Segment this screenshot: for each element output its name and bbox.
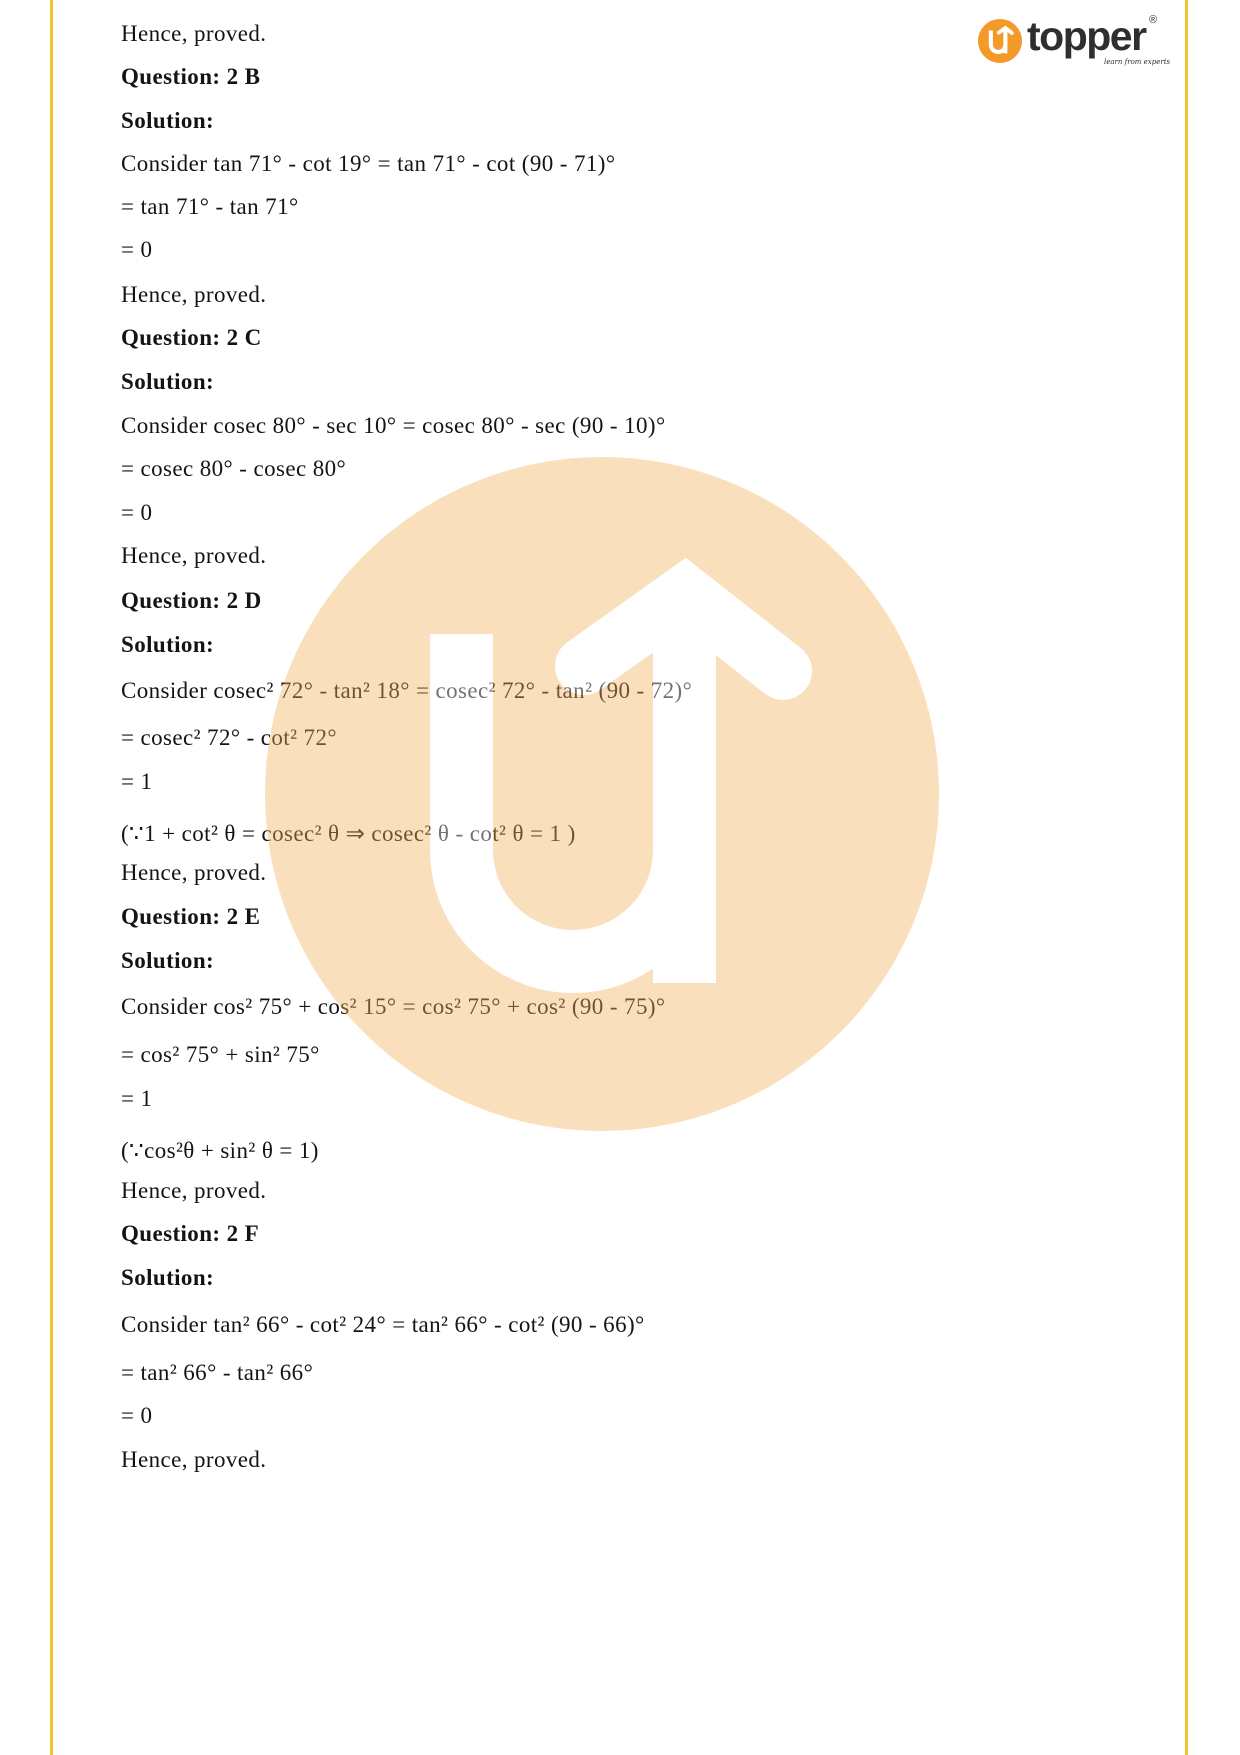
question-title: Question: 2 C xyxy=(121,325,262,350)
logo-wordmark: topper xyxy=(1027,13,1146,59)
conclusion-text: Hence, proved. xyxy=(121,543,267,568)
step-line: = tan² 66° - tan² 66° xyxy=(121,1360,314,1385)
step-line: = cosec² 72° - cot² 72° xyxy=(121,725,337,750)
step-line: = 0 xyxy=(121,1403,153,1428)
step-line: = 0 xyxy=(121,500,153,525)
step-line: = cos² 75° + sin² 75° xyxy=(121,1042,320,1067)
conclusion-text: Hence, proved. xyxy=(121,860,267,885)
solution-label: Solution: xyxy=(121,632,215,657)
solution-label: Solution: xyxy=(121,948,215,973)
step-line: = 1 xyxy=(121,1086,153,1111)
conclusion-text: Hence, proved. xyxy=(121,1447,267,1472)
conclusion-text: Hence, proved. xyxy=(121,282,267,307)
identity-note: (∵cos²θ + sin² θ = 1) xyxy=(121,1138,319,1163)
right-border-line xyxy=(1185,0,1188,1755)
step-line: Consider cosec² 72° - tan² 18° = cosec² 72° - tan² (90 - 72)° xyxy=(121,678,693,703)
step-line: Consider cos² 75° + cos² 15° = cos² 75° + cos² (90 - 75)° xyxy=(121,994,666,1019)
left-border-line xyxy=(50,0,53,1755)
solution-label: Solution: xyxy=(121,369,215,394)
question-title: Question: 2 B xyxy=(121,64,261,89)
step-line: Consider tan 71° - cot 19° = tan 71° - cot (90 - 71)° xyxy=(121,151,616,176)
question-title: Question: 2 F xyxy=(121,1221,260,1246)
question-title: Question: 2 D xyxy=(121,588,262,613)
conclusion-text: Hence, proved. xyxy=(121,1178,267,1203)
identity-note: (∵1 + cot² θ = cosec² θ ⇒ cosec² θ - cot² θ = 1 ) xyxy=(121,821,576,846)
step-line: Consider tan² 66° - cot² 24° = tan² 66° - cot² (90 - 66)° xyxy=(121,1312,645,1337)
registered-mark: ® xyxy=(1149,14,1158,26)
step-line: = 1 xyxy=(121,769,153,794)
step-line: = 0 xyxy=(121,237,153,262)
logo-tagline: learn from experts xyxy=(1104,58,1171,66)
step-line: = tan 71° - tan 71° xyxy=(121,194,299,219)
step-line: Consider cosec 80° - sec 10° = cosec 80° - sec (90 - 10)° xyxy=(121,413,666,438)
conclusion-text: Hence, proved. xyxy=(121,21,267,46)
u-arrow-icon xyxy=(978,19,1022,63)
question-title: Question: 2 E xyxy=(121,904,261,929)
step-line: = cosec 80° - cosec 80° xyxy=(121,456,347,481)
solution-label: Solution: xyxy=(121,108,215,133)
solution-label: Solution: xyxy=(121,1265,215,1290)
